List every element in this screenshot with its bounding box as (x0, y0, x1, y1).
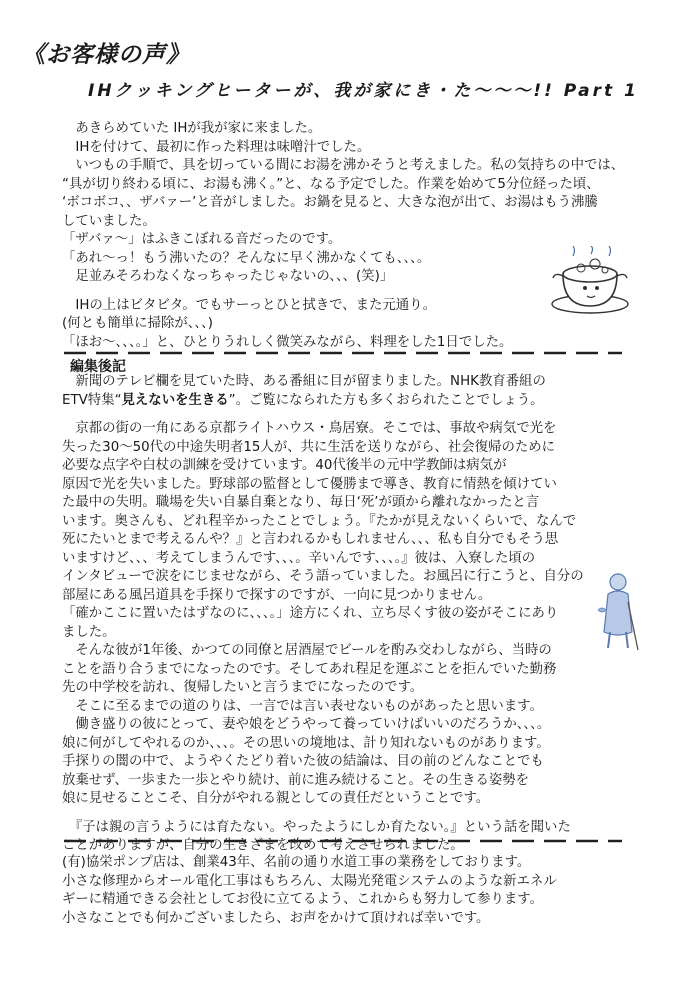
text-line: 「確かここに置いたはずなのに、、、。」途方にくれ、立ち尽くす彼の姿がそこにあり (62, 606, 559, 621)
text-line: ことを語り合うまでになったのです。そしてあれ程足を運ぶことを拒んでいた勤務 (62, 661, 557, 677)
text-line: ました。 (62, 624, 116, 640)
text-line (62, 392, 584, 411)
text-line: 娘に見せることこそ、自分がやれる親としての責任だということです。 (62, 791, 490, 806)
text-line: 必要な点字や白杖の訓練を受けています。40代後半の元中学教師は病気が (62, 458, 507, 473)
text-line: 先の中学校を訪れ、復帰したいと言うまでになったのです。 (62, 680, 424, 695)
paragraph-gap (62, 809, 584, 819)
text-line: いますけど、、、考えてしまうんです、、、。辛いんです、、、。』彼は、入寮した頃の (62, 550, 536, 566)
text-line: 働き盛りの彼にとって、妻や娘をどうやって養っていけばいいのだろうか、、、。 (62, 717, 551, 732)
program-title: 見えないを生きる (121, 392, 229, 408)
section-heading: 編集後記 (70, 359, 126, 375)
text-line: 新聞のテレビ欄を見ていた時、ある番組に目が留まりました。NHK教育番組の (62, 374, 546, 389)
text-line: 原因で光を失いました。野球部の監督として優勝まで導き、教育に情熱を傾けてい (62, 476, 557, 492)
text-line: (有)協栄ポンプ店は、創業43年、名前の通り水道工事の業務をしております。 (62, 855, 531, 870)
text-line: 部屋にある風呂道具を手探りで探すのですが、一向に見つかりません。 (62, 587, 492, 603)
page-title: 《お客様の声》 (22, 42, 190, 68)
person-with-cane-illustration (592, 570, 640, 656)
text-line: 失った30～50代の中途失明者15人が、共に生活を送りながら、社会復帰のために (62, 439, 556, 455)
text-line: 死にたいとまで考えるんや？』と言われるかもしれません、、、私も自分でもそう思 (62, 532, 559, 547)
text-line: IHを付けて、最初に作った料理は味噌汁でした。 (62, 139, 371, 155)
boiling-pot-illustration (545, 246, 635, 320)
text-line: 「ザバァ～」はふきこぼれる音だったのです。 (62, 232, 342, 247)
text-line: 「ほお～、、、。」と、ひとりうれしく微笑みながら、料理をした1日でした。 (62, 334, 513, 350)
text-line: (何とも簡単に掃除が、、、) (62, 316, 214, 331)
text-line: います。奥さんも、どれ程辛かったことでしょう。『たかが見えないくらいで、なんで (62, 513, 577, 529)
text-line: 放棄せず、一歩また一歩とやり続け、前に進み続けること。その生きる姿勢を (62, 772, 530, 788)
paragraph-gap (62, 410, 584, 420)
text-line: 足並みそろわなくなっちゃったじゃないの、、、(笑)」 (62, 269, 394, 284)
section-divider (64, 838, 622, 844)
text-line: そんな彼が1年後、かつての同僚と居酒屋でビールを酌み交わしながら、当時の (62, 643, 552, 658)
text-line: インタビューで涙をにじませながら、そう語っていました。お風呂に行こうと、自分の (62, 569, 584, 584)
text-line: IHの上はビタビタ。でもサーっとひと拭きで、また元通り。 (62, 297, 436, 313)
text-line: あきらめていた IHが我が家に来ました。 (62, 121, 322, 136)
text-line: た最中の失明。職場を失い自暴自棄となり、毎日‘死’が頭から離れなかったと言 (62, 495, 540, 510)
text-line: 京都の街の一角にある京都ライトハウス・鳥居寮。そこでは、事故や病気で光を (62, 421, 557, 436)
text-fragment: ETV特集“ (62, 392, 122, 408)
editors-note-text (62, 373, 584, 856)
text-line: ギーに精通できる会社としてお役に立てるよう、これからも努力して参ります。 (62, 892, 543, 907)
text-line: そこに至るまでの道のりは、一言では言い表せないものがあったと思います。 (62, 698, 543, 714)
text-line: “具が切り終わる頃に、お湯も沸く。”と、なる予定でした。作業を始めて5分位経った頃、 (62, 176, 600, 192)
text-fragment: ”。ご覧になられた方も多くおられたことでしょう。 (228, 392, 544, 408)
text-line: していました。 (62, 213, 156, 229)
company-note-text (62, 854, 557, 928)
text-line: 娘に何がしてやれるのか、、、。その思いの境地は、計り知れないものがあります。 (62, 735, 550, 751)
text-line: 手探りの闇の中で、ようやくたどり着いた彼の結論は、目の前のどんなことでも (62, 754, 544, 769)
customer-voice-text (62, 120, 624, 352)
text-line: いつもの手順で、具を切っている間にお湯を沸かそうと考えました。私の気持ちの中では、 (62, 158, 625, 173)
paragraph-gap (62, 287, 624, 297)
text-line: ことがありますが、自分の生きざまを改めて考えさせられました。 (62, 838, 464, 853)
page-subtitle: IHクッキングヒーターが、我が家にき・た～～～!! Part 1 (88, 81, 639, 101)
text-line: 小さな修理からオール電化工事はもちろん、太陽光発電システムのような新エネル (62, 873, 557, 889)
section-divider (64, 350, 622, 356)
text-line: ‘ボコボコ、、ザバァー’と音がしました。お鍋を見ると、大きな泡が出て、お湯はもう沸騰 (62, 195, 598, 210)
text-line: 「あれ～っ！もう沸いたの？そんなに早く沸かなくても、、、。 (62, 250, 431, 266)
text-line: 『子は親の言うようには育たない。やったようにしか育たない。』という話を聞いた (62, 819, 571, 835)
text-line: 小さなことでも何かございましたら、お声をかけて頂ければ幸いです。 (62, 910, 490, 926)
